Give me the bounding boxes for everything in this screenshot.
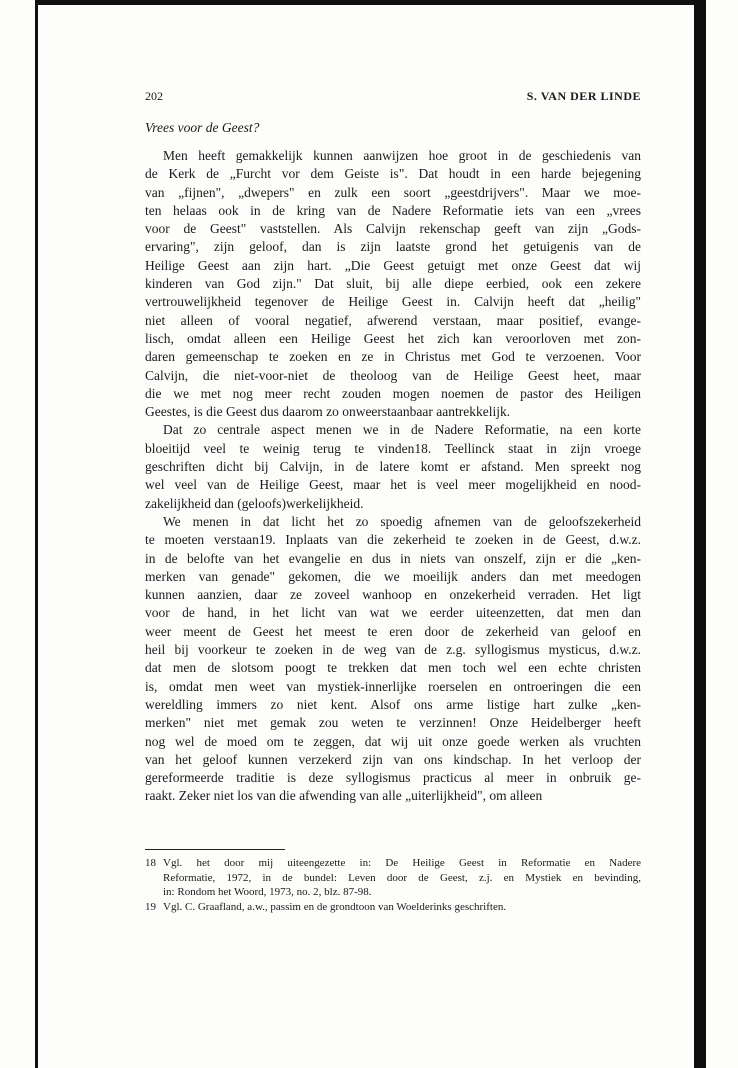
- body-line: kinderen van God zijn." Dat sluit, bij alle diepe eerbied, ook een zekere: [145, 276, 641, 292]
- body-line: van het geloof kunnen verzekerd zijn van ons kindschap. In het verloop der: [145, 751, 641, 767]
- body-line: heil bij voorkeur te zoeken in de weg van de z.g. syllogismus mysticus, d.w.z.: [145, 642, 641, 658]
- body-line: We menen in dat licht het zo spoedig afnemen van de geloofszekerheid: [163, 513, 641, 529]
- body-line: gereformeerde traditie is deze syllogismus practicus al meer in onbruik ge-: [145, 770, 641, 786]
- footnote-text: in: Rondom het Woord, 1973, no. 2, blz. 87-98.: [163, 886, 372, 898]
- scan-frame-top: [35, 0, 706, 5]
- footnote-rule: [145, 849, 285, 850]
- page-number: 202: [145, 89, 163, 103]
- footnote-number: 18: [145, 857, 156, 869]
- footnote-text: Vgl. C. Graafland, a.w., passim en de grondtoon van Woelderinks geschriften.: [163, 900, 507, 913]
- body-line: raakt. Zeker niet los van die afwending van alle „uiterlijkheid", om alleen: [145, 788, 543, 804]
- body-line: voor de Geest" vaststellen. Als Calvijn rekenschap geeft van zijn „Gods-: [145, 221, 641, 237]
- footnotes: [145, 856, 641, 914]
- body-line: vertrouwelijkheid tegenover de Heilige Geest in. Calvijn heeft dat „heilig": [145, 294, 641, 310]
- body-line: geschriften dicht bij Calvijn, in de latere komt er afstand. Men spreekt nog: [145, 459, 641, 475]
- body-line: Dat zo centrale aspect menen we in de Nadere Reformatie, na een korte: [163, 422, 641, 438]
- body-line: kunnen aanzien, daar ze zoveel wanhoop en onzekerheid verraden. Het ligt: [145, 587, 641, 603]
- scan-frame-right: [694, 0, 706, 1068]
- body-line: dat men de slotsom poogt te trekken dat men toch wel een echte christen: [145, 660, 641, 676]
- running-head: [145, 89, 641, 105]
- body-line: die we met nog meer recht zouden mogen noemen de pastor des Heiligen: [145, 385, 641, 401]
- body-line: bloeitijd veel te weinig terug te vinden18. Teellinck staat in zijn vroege: [145, 440, 641, 456]
- footnote-text: Reformatie, 1972, in de bundel: Leven door de Geest, z.j. en Mystiek en bevinding,: [163, 871, 641, 884]
- body-line: lisch, omdat alleen een Heilige Geest het zich kan veroorloven met zon-: [145, 330, 641, 346]
- body-line: ten helaas ook in de kring van de Nadere Reformatie iets van een „vrees: [145, 202, 641, 218]
- body-line: weer meent de Geest het meest te eren door de zekerheid van geloof en: [145, 623, 641, 639]
- body-line: Men heeft gemakkelijk kunnen aanwijzen hoe groot in de geschiedenis van: [163, 148, 641, 163]
- section-title: Vrees voor de Geest?: [145, 120, 260, 135]
- body-line: wel veel van de Heilige Geest, maar het is veel meer mogelijkheid en nood-: [145, 477, 641, 493]
- footnote-line: [145, 900, 641, 915]
- body-line: Calvijn, die niet-voor-niet de theoloog van de Heilige Geest heet, maar: [145, 367, 641, 383]
- body-line: merken van genade" gekomen, die we moeilijk anders dan met meedogen: [145, 568, 641, 584]
- body-line: daren gemeenschap te zoeken en ze in Christus met God te verzoenen. Voor: [145, 349, 641, 365]
- body-line: merken" niet met gemak zou weten te verzinnen! Onze Heidelberger heeft: [145, 715, 641, 731]
- body-line: te moeten verstaan19. Inplaats van die zekerheid te zoeken in de Geest, d.w.z.: [145, 532, 641, 548]
- running-head-author: S. VAN DER LINDE: [526, 89, 641, 103]
- footnote-line: [145, 871, 641, 886]
- body-line: is, omdat men weet van mystiek-innerlijke roerselen en ontroeringen die een: [145, 678, 641, 694]
- body-line: voor de hand, in het licht van wat we eerder uiteenzetten, dat men dan: [145, 605, 641, 621]
- body-line: Geestes, is die Geest dus daarom zo onweerstaanbaar aantrekkelijk.: [145, 404, 511, 420]
- scan-frame-left: [35, 0, 38, 1068]
- body-line: nog wel de moed om te zeggen, dat wij uit onze goede werken als vruchten: [145, 733, 641, 749]
- body-line: van „fijnen", „dwepers" en zulk een soort „geestdrijvers". Maar we moe-: [145, 184, 641, 200]
- body-line: niet alleen of vooral negatief, afwerend verstaan, maar positief, evange-: [145, 312, 641, 328]
- body-text: [145, 147, 641, 806]
- body-line: de Kerk de „Furcht vor dem Geiste is". Dat houdt in een harde bejegening: [145, 166, 641, 182]
- body-line: Heilige Geest aan zijn hart. „Die Geest getuigt met onze Geest dat wij: [145, 257, 641, 273]
- body-line: zakelijkheid dan (geloofs)werkelijkheid.: [145, 495, 364, 511]
- body-line: ervaring", zijn geloof, dan is zijn laatste grond het getuigenis van de: [145, 239, 641, 255]
- footnote-line: [145, 856, 641, 871]
- footnote-number: 19: [145, 900, 156, 913]
- body-line: wereldling immers zo niet kent. Alsof ons arme listige hart zulke „ken-: [145, 696, 641, 712]
- footnote-line: [145, 885, 641, 900]
- body-line: in de belofte van het evangelie en dus in niets van onszelf, zijn er die „ken-: [145, 550, 641, 566]
- footnote-text: Vgl. het door mij uiteengezette in: De Heilige Geest in Reformatie en Nadere: [163, 857, 641, 869]
